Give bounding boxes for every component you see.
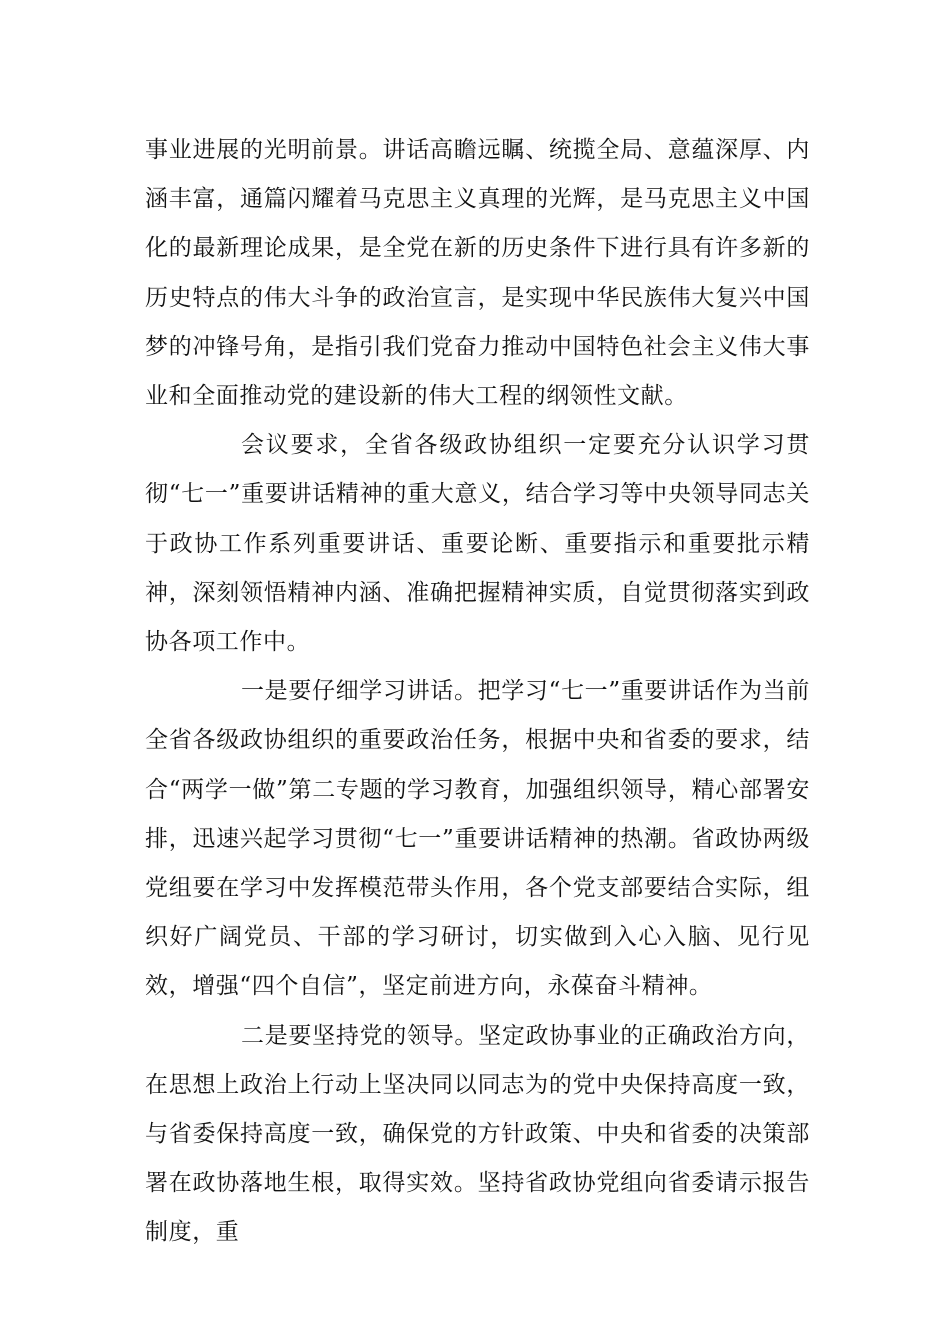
document-body [145,126,810,1258]
paragraph-3: 一是要仔细学习讲话。把学习“七一”重要讲话作为当前全省各级政协组织的重要政治任务，根据中央和省委的要求，结合“两学一做”第二专题的学习教育，加强组织领导，精心部署安排，迅速兴起学习贯彻“七一”重要讲话精神的热潮。省政协两级党组要在学习中发挥模范带头作用，各个党支部要结合实际，组织好广阔党员、干部的学习研讨，切实做到入心入脑、见行见效，增强“四个自信”，坚定前进方向，永葆奋斗精神。 [145,678,810,1000]
paragraph-1: 事业进展的光明前景。讲话高瞻远瞩、统揽全局、意蕴深厚、内涵丰富，通篇闪耀着马克思主义真理的光辉，是马克思主义中国化的最新理论成果，是全党在新的历史条件下进行具有许多新的历史特点的伟大斗争的政治宣言，是实现中华民族伟大复兴中国梦的冲锋号角，是指引我们党奋力推动中国特色社会主义伟大事业和全面推动党的建设新的伟大工程的纲领性文献。 [145,137,810,410]
paragraph-2: 会议要求，全省各级政协组织一定要充分认识学习贯彻“七一”重要讲话精神的重大意义，结合学习等中央领导同志关于政协工作系列重要讲话、重要论断、重要指示和重要批示精神，深刻领悟精神内涵、准确把握精神实质，自觉贯彻落实到政协各项工作中。 [145,432,810,656]
paragraph-4: 二是要坚持党的领导。坚定政协事业的正确政治方向，在思想上政治上行动上坚决同以同志为的党中央保持高度一致，与省委保持高度一致，确保党的方针政策、中央和省委的决策部署在政协落地生根，取得实效。坚持省政协党组向省委请示报告制度，重 [145,1022,810,1246]
